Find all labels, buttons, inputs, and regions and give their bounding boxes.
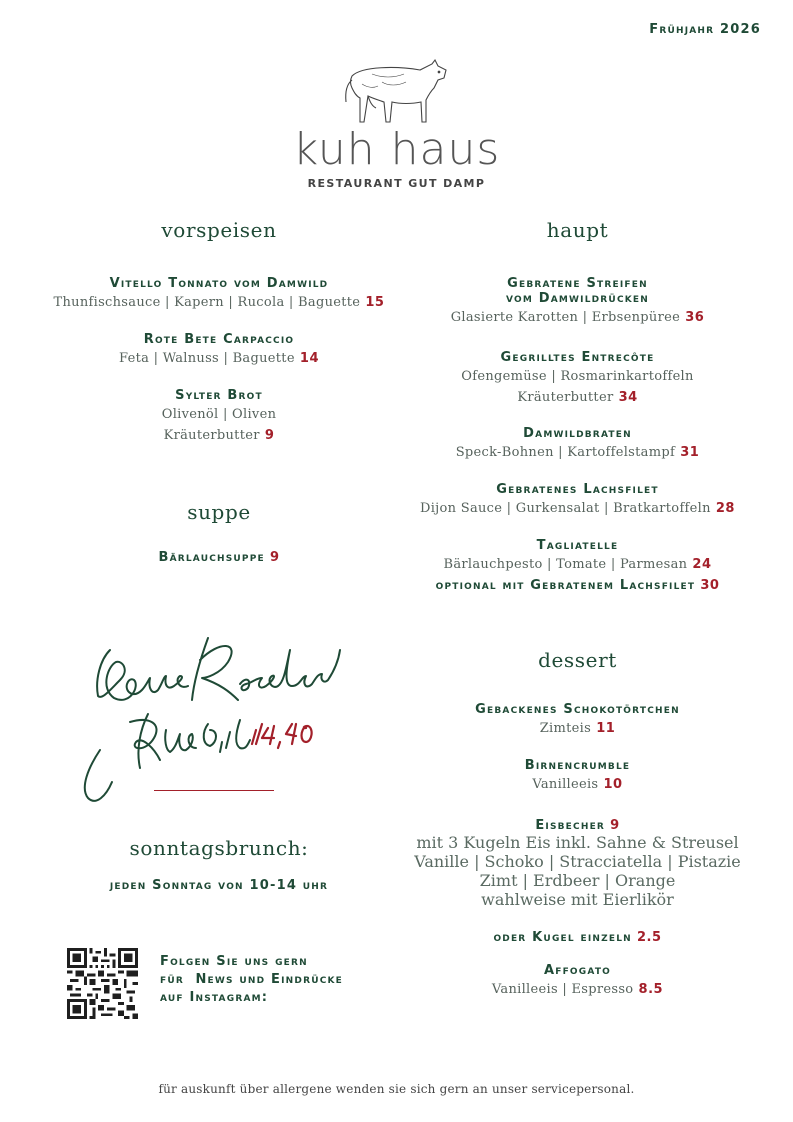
item-desc: Kräuterbutter [517, 390, 614, 405]
item-desc: mit 3 Kugeln Eis inkl. Sahne & Streusel [416, 833, 739, 852]
item-name: Affogato [543, 963, 612, 978]
item-desc: Speck-Bohnen | Kartoffelstampf [455, 445, 676, 460]
item-name: Sylter Brot [175, 388, 263, 403]
item-desc: Olivenöl | Oliven [161, 407, 277, 422]
brunch-section [20, 836, 418, 860]
brunch-text [20, 874, 418, 893]
item-price: 8.5 [638, 982, 664, 997]
item-price: 14 [299, 351, 319, 366]
section-title-dessert: dessert [538, 648, 617, 672]
qr-code-icon[interactable] [67, 948, 138, 1019]
menu-item [390, 702, 765, 738]
item-desc: wahlweise mit Eierlikör [481, 890, 674, 909]
menu-item [390, 758, 765, 794]
item-price: 34 [618, 390, 638, 405]
item-name: Gebackenes Schokotörtchen [475, 702, 680, 717]
section-title-haupt: haupt [546, 218, 609, 242]
instagram-line: Folgen Sie uns gern [160, 954, 308, 969]
item-price: 11 [596, 721, 616, 736]
brand-name: kuh haus [292, 124, 501, 175]
item-option: optional mit Gebratenem Lachsfilet [435, 578, 696, 593]
suppe-section [20, 500, 418, 524]
item-name: Damwildbraten [523, 426, 632, 441]
item-price: 2.5 [637, 930, 662, 945]
item-name: oder Kugel einzeln [493, 930, 632, 945]
item-price: 9 [264, 428, 275, 443]
item-desc: Zimteis [539, 721, 592, 736]
menu-item [20, 546, 418, 565]
item-desc: Feta | Walnuss | Baguette [118, 351, 295, 366]
section-title-brunch: sonntagsbrunch: [129, 836, 309, 860]
cow-icon [0, 58, 793, 130]
brunch-hours: jeden Sonntag von 10-14 uhr [109, 878, 329, 893]
item-desc: Glasierte Karotten | Erbsenpüree [450, 310, 681, 325]
allergen-footer: für auskunft über allergene wenden sie sich gern an unser servicepersonal. [158, 1082, 635, 1096]
item-desc: Kräuterbutter [163, 428, 260, 443]
menu-item [390, 926, 765, 945]
item-price: 9 [269, 550, 280, 565]
item-name: Gegrilltes Entrecôte [500, 350, 655, 365]
menu-item [390, 814, 765, 909]
item-desc: Bärlauchpesto | Tomate | Parmesan [443, 557, 688, 572]
instagram-line: auf Instagram: [160, 990, 269, 1005]
item-price: 9 [610, 818, 620, 833]
item-desc: Vanilleeis [532, 777, 599, 792]
menu-item [20, 276, 418, 312]
item-price: 31 [680, 445, 700, 460]
item-price: 24 [692, 557, 712, 572]
item-name: Rote Bete Carpaccio [143, 332, 295, 347]
instagram-text [160, 953, 343, 1007]
divider [154, 790, 274, 791]
menu-item [390, 963, 765, 999]
menu-item [20, 332, 418, 368]
item-name: Tagliatelle [536, 538, 619, 553]
brand-subtitle: RESTAURANT GUT DAMP [307, 177, 486, 190]
menu-item [20, 388, 418, 445]
item-price: 10 [603, 777, 623, 792]
item-name: Vitello Tonnato vom Damwild [109, 276, 329, 291]
item-name: vom Damwildrücken [505, 291, 650, 306]
menu-item [390, 350, 765, 407]
menu-item [390, 426, 765, 462]
item-price: 30 [700, 578, 720, 593]
item-desc: Zimt | Erdbeer | Orange [479, 871, 676, 890]
item-desc: Ofengemüse | Rosmarinkartoffeln [461, 369, 694, 384]
item-price: 36 [685, 310, 705, 325]
dessert-section [390, 648, 765, 672]
menu-item [390, 276, 765, 327]
menu-item [390, 482, 765, 518]
item-desc: Dijon Sauce | Gurkensalat | Bratkartoffeln [420, 501, 711, 516]
item-desc: Vanille | Schoko | Stracciatella | Pistazie [414, 852, 741, 871]
instagram-line: für News und Eindrücke [160, 972, 344, 987]
vorspeisen-section [20, 218, 418, 242]
item-name: Eisbecher [535, 818, 606, 833]
item-price: 28 [715, 501, 735, 516]
item-name: Gebratene Streifen [507, 276, 648, 291]
item-name: Birnencrumble [524, 758, 631, 773]
item-desc: Vanilleeis | Espresso [491, 982, 634, 997]
item-name: Gebratenes Lachsfilet [496, 482, 659, 497]
haupt-section [390, 218, 765, 242]
menu-item [390, 538, 765, 593]
item-desc: Thunfischsauce | Kapern | Rucola | Baguette [53, 295, 361, 310]
item-price: 15 [365, 295, 385, 310]
season-label: Frühjahr 2026 [649, 22, 761, 37]
section-title-suppe: suppe [187, 500, 251, 524]
section-title-vorspeisen: vorspeisen [161, 218, 277, 242]
item-name: Bärlauchsuppe [158, 550, 265, 565]
